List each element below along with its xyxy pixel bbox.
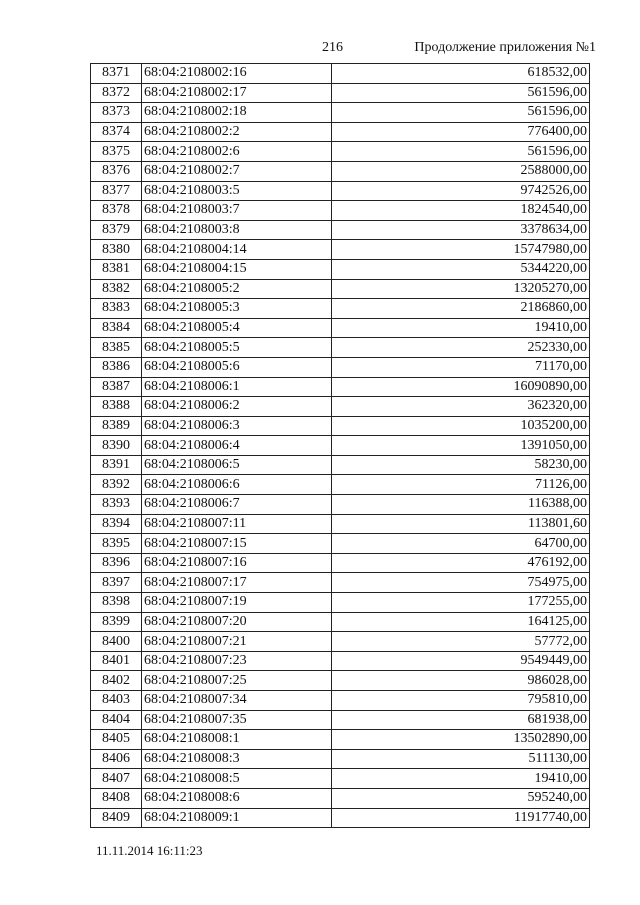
table-row (91, 612, 590, 632)
row-number-cell: 8387 (91, 377, 142, 397)
row-number-cell: 8403 (91, 691, 142, 711)
value-cell: 5344220,00 (332, 259, 590, 279)
table-row (91, 83, 590, 103)
value-cell: 795810,00 (332, 691, 590, 711)
cadastral-code-cell: 68:04:2108002:2 (142, 122, 332, 142)
value-cell: 19410,00 (332, 318, 590, 338)
value-cell: 13205270,00 (332, 279, 590, 299)
table-body (91, 64, 590, 828)
cadastral-code-cell: 68:04:2108003:7 (142, 201, 332, 221)
table-row (91, 710, 590, 730)
table-row (91, 534, 590, 554)
value-cell: 15747980,00 (332, 240, 590, 260)
value-cell: 561596,00 (332, 83, 590, 103)
value-cell: 19410,00 (332, 769, 590, 789)
table-row (91, 201, 590, 221)
row-number-cell: 8409 (91, 808, 142, 828)
table-row (91, 455, 590, 475)
row-number-cell: 8406 (91, 749, 142, 769)
table-row (91, 338, 590, 358)
cadastral-code-cell: 68:04:2108006:7 (142, 495, 332, 515)
cadastral-code-cell: 68:04:2108007:19 (142, 593, 332, 613)
value-cell: 1035200,00 (332, 416, 590, 436)
table-row (91, 299, 590, 319)
value-cell: 362320,00 (332, 397, 590, 417)
table-row (91, 181, 590, 201)
table-row (91, 416, 590, 436)
value-cell: 71126,00 (332, 475, 590, 495)
value-cell: 64700,00 (332, 534, 590, 554)
value-cell: 2186860,00 (332, 299, 590, 319)
row-number-cell: 8397 (91, 573, 142, 593)
cadastral-code-cell: 68:04:2108005:5 (142, 338, 332, 358)
cadastral-code-cell: 68:04:2108007:23 (142, 651, 332, 671)
table-row (91, 651, 590, 671)
cadastral-code-cell: 68:04:2108002:16 (142, 64, 332, 84)
appendix-note: Продолжение приложения №1 (414, 40, 596, 55)
row-number-cell: 8391 (91, 455, 142, 475)
row-number-cell: 8408 (91, 788, 142, 808)
row-number-cell: 8405 (91, 730, 142, 750)
cadastral-code-cell: 68:04:2108007:16 (142, 553, 332, 573)
value-cell: 561596,00 (332, 142, 590, 162)
row-number-cell: 8377 (91, 181, 142, 201)
row-number-cell: 8398 (91, 593, 142, 613)
table-row (91, 161, 590, 181)
cadastral-code-cell: 68:04:2108002:17 (142, 83, 332, 103)
table-row (91, 240, 590, 260)
table-row (91, 553, 590, 573)
table-row (91, 671, 590, 691)
cadastral-code-cell: 68:04:2108003:5 (142, 181, 332, 201)
value-cell: 681938,00 (332, 710, 590, 730)
row-number-cell: 8373 (91, 103, 142, 123)
value-cell: 116388,00 (332, 495, 590, 515)
cadastral-code-cell: 68:04:2108005:2 (142, 279, 332, 299)
row-number-cell: 8376 (91, 161, 142, 181)
row-number-cell: 8401 (91, 651, 142, 671)
table-row (91, 259, 590, 279)
cadastral-code-cell: 68:04:2108007:17 (142, 573, 332, 593)
cadastral-code-cell: 68:04:2108006:5 (142, 455, 332, 475)
value-cell: 252330,00 (332, 338, 590, 358)
table-row (91, 122, 590, 142)
cadastral-code-cell: 68:04:2108002:18 (142, 103, 332, 123)
value-cell: 13502890,00 (332, 730, 590, 750)
table-row (91, 103, 590, 123)
table-row (91, 593, 590, 613)
value-cell: 177255,00 (332, 593, 590, 613)
row-number-cell: 8400 (91, 632, 142, 652)
cadastral-code-cell: 68:04:2108006:3 (142, 416, 332, 436)
value-cell: 11917740,00 (332, 808, 590, 828)
value-cell: 511130,00 (332, 749, 590, 769)
cadastral-code-cell: 68:04:2108007:15 (142, 534, 332, 554)
table-row (91, 377, 590, 397)
value-cell: 1391050,00 (332, 436, 590, 456)
cadastral-code-cell: 68:04:2108009:1 (142, 808, 332, 828)
cadastral-code-cell: 68:04:2108008:1 (142, 730, 332, 750)
cadastral-code-cell: 68:04:2108008:3 (142, 749, 332, 769)
row-number-cell: 8388 (91, 397, 142, 417)
value-cell: 618532,00 (332, 64, 590, 84)
row-number-cell: 8396 (91, 553, 142, 573)
table-row (91, 514, 590, 534)
cadastral-code-cell: 68:04:2108007:11 (142, 514, 332, 534)
cadastral-code-cell: 68:04:2108005:4 (142, 318, 332, 338)
row-number-cell: 8385 (91, 338, 142, 358)
table-row (91, 788, 590, 808)
row-number-cell: 8394 (91, 514, 142, 534)
row-number-cell: 8404 (91, 710, 142, 730)
row-number-cell: 8381 (91, 259, 142, 279)
row-number-cell: 8379 (91, 220, 142, 240)
row-number-cell: 8372 (91, 83, 142, 103)
print-timestamp: 11.11.2014 16:11:23 (96, 843, 203, 858)
cadastral-code-cell: 68:04:2108007:35 (142, 710, 332, 730)
row-number-cell: 8383 (91, 299, 142, 319)
cadastral-code-cell: 68:04:2108003:8 (142, 220, 332, 240)
cadastral-code-cell: 68:04:2108007:21 (142, 632, 332, 652)
value-cell: 58230,00 (332, 455, 590, 475)
row-number-cell: 8380 (91, 240, 142, 260)
value-cell: 9549449,00 (332, 651, 590, 671)
row-number-cell: 8407 (91, 769, 142, 789)
row-number-cell: 8382 (91, 279, 142, 299)
row-number-cell: 8389 (91, 416, 142, 436)
value-cell: 754975,00 (332, 573, 590, 593)
page-number: 216 (322, 40, 343, 55)
value-cell: 16090890,00 (332, 377, 590, 397)
row-number-cell: 8395 (91, 534, 142, 554)
value-cell: 113801,60 (332, 514, 590, 534)
cadastral-code-cell: 68:04:2108004:15 (142, 259, 332, 279)
cadastral-code-cell: 68:04:2108007:34 (142, 691, 332, 711)
cadastral-code-cell: 68:04:2108004:14 (142, 240, 332, 260)
table-row (91, 769, 590, 789)
row-number-cell: 8386 (91, 357, 142, 377)
table-row (91, 730, 590, 750)
cadastral-code-cell: 68:04:2108006:1 (142, 377, 332, 397)
table-row (91, 142, 590, 162)
table-row (91, 495, 590, 515)
cadastral-code-cell: 68:04:2108007:25 (142, 671, 332, 691)
value-cell: 164125,00 (332, 612, 590, 632)
table-row (91, 808, 590, 828)
row-number-cell: 8371 (91, 64, 142, 84)
value-cell: 476192,00 (332, 553, 590, 573)
table-row (91, 475, 590, 495)
table-row (91, 632, 590, 652)
cadastral-code-cell: 68:04:2108006:6 (142, 475, 332, 495)
table-row (91, 64, 590, 84)
value-cell: 1824540,00 (332, 201, 590, 221)
table-row (91, 220, 590, 240)
cadastral-code-cell: 68:04:2108008:6 (142, 788, 332, 808)
value-cell: 3378634,00 (332, 220, 590, 240)
row-number-cell: 8393 (91, 495, 142, 515)
cadastral-code-cell: 68:04:2108002:7 (142, 161, 332, 181)
value-cell: 71170,00 (332, 357, 590, 377)
value-cell: 561596,00 (332, 103, 590, 123)
value-cell: 595240,00 (332, 788, 590, 808)
value-cell: 776400,00 (332, 122, 590, 142)
row-number-cell: 8374 (91, 122, 142, 142)
row-number-cell: 8390 (91, 436, 142, 456)
value-cell: 2588000,00 (332, 161, 590, 181)
cadastral-code-cell: 68:04:2108006:4 (142, 436, 332, 456)
table-row (91, 436, 590, 456)
row-number-cell: 8384 (91, 318, 142, 338)
cadastral-code-cell: 68:04:2108006:2 (142, 397, 332, 417)
cadastral-table (90, 63, 590, 828)
value-cell: 57772,00 (332, 632, 590, 652)
row-number-cell: 8392 (91, 475, 142, 495)
cadastral-code-cell: 68:04:2108005:6 (142, 357, 332, 377)
table-row (91, 749, 590, 769)
row-number-cell: 8375 (91, 142, 142, 162)
row-number-cell: 8402 (91, 671, 142, 691)
value-cell: 986028,00 (332, 671, 590, 691)
cadastral-code-cell: 68:04:2108008:5 (142, 769, 332, 789)
cadastral-code-cell: 68:04:2108005:3 (142, 299, 332, 319)
row-number-cell: 8378 (91, 201, 142, 221)
table-row (91, 691, 590, 711)
value-cell: 9742526,00 (332, 181, 590, 201)
table-row (91, 357, 590, 377)
row-number-cell: 8399 (91, 612, 142, 632)
cadastral-code-cell: 68:04:2108007:20 (142, 612, 332, 632)
table-row (91, 318, 590, 338)
table-row (91, 279, 590, 299)
cadastral-code-cell: 68:04:2108002:6 (142, 142, 332, 162)
table-row (91, 573, 590, 593)
table-row (91, 397, 590, 417)
